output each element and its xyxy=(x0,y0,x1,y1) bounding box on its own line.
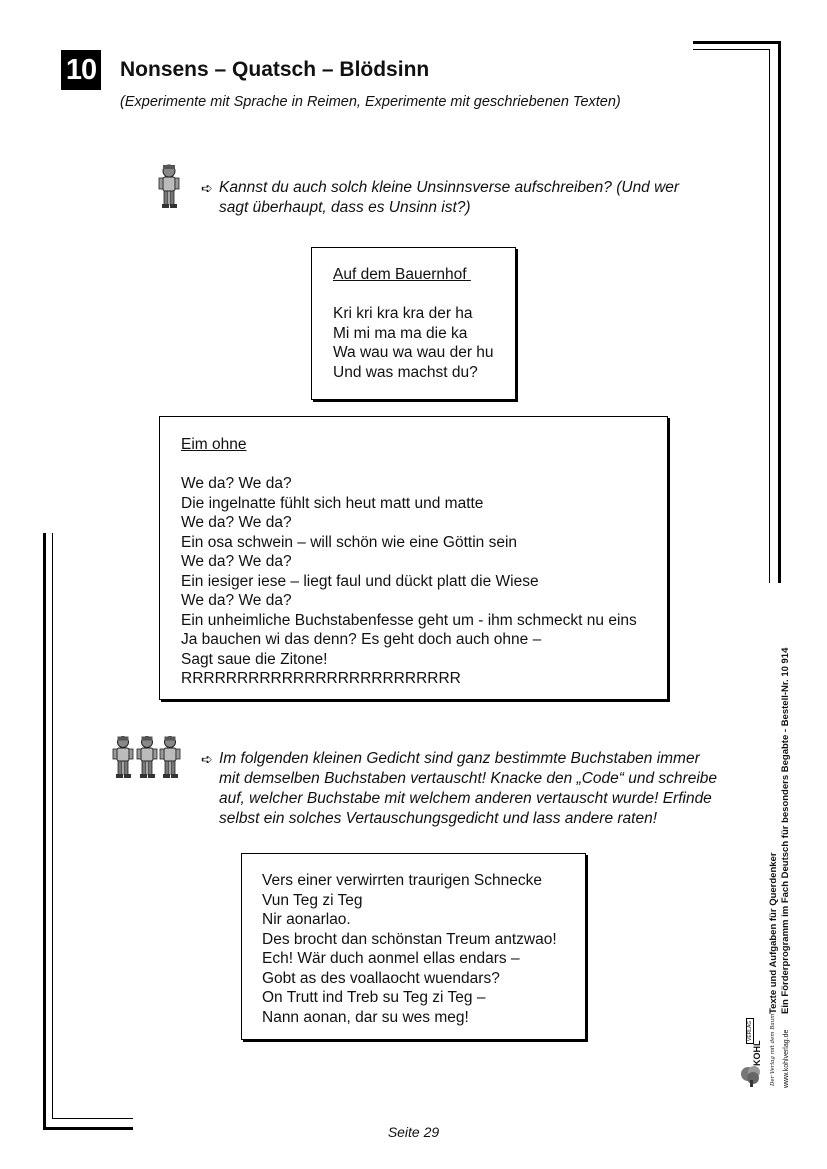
poem-line: Des brocht dan schönstan Treum antzwao! xyxy=(262,930,557,948)
poem-line: Vers einer verwirrten traurigen Schnecke xyxy=(262,872,542,889)
poem-line: We da? We da? xyxy=(181,553,292,570)
task-line: mit demselben Buchstaben vertauscht! Knacke den „Code“ und schreibe xyxy=(219,770,718,787)
task-2-text xyxy=(219,749,717,829)
sidebar-book-title: Texte und Aufgaben für Querdenker xyxy=(768,852,779,1014)
task-line: auf, welcher Buchstabe mit welchem anderen vertauscht wurde! Erfinde xyxy=(219,790,712,807)
poem-line: We da? We da? xyxy=(181,514,292,531)
publisher-website: www.kohlverlag.de xyxy=(783,1029,790,1088)
publisher-name: KOHL xyxy=(752,1040,762,1066)
task-line: Kannst du auch solch kleine Unsinnsverse aufschreiben? (Und wer xyxy=(219,179,680,196)
poem-line: We da? We da? xyxy=(181,592,292,609)
poem-line: Ech! Wär duch aonmel ellas endars – xyxy=(262,950,520,967)
poem-line: Kri kri kra kra der ha xyxy=(333,305,473,322)
poem-line: On Trutt ind Treb su Teg zi Teg – xyxy=(262,989,486,1006)
poem-line: RRRRRRRRRRRRRRRRRRRRRRRRR xyxy=(181,670,461,687)
chapter-number-badge: 10 xyxy=(61,50,101,90)
poem-line: Die ingelnatte fühlt sich heut matt und matte xyxy=(181,494,484,512)
task-1-text xyxy=(219,178,679,218)
sidebar-book-info: Ein Förderprogramm im Fach Deutsch für besonders Begabte - Bestell-Nr. 10 914 xyxy=(780,647,791,1014)
poem-line: Gobt as des voallaocht wuendars? xyxy=(262,969,500,987)
poem-line: Nir aonarlao. xyxy=(262,911,351,928)
poem-line: Ja bauchen wi das denn? Es geht doch auch ohne – xyxy=(181,631,542,648)
poem-line: We da? We da? xyxy=(181,475,292,492)
poem-box-eim-ohne xyxy=(159,416,668,700)
poem-box-schnecke xyxy=(241,853,586,1040)
poem-title: Auf dem Bauernhof xyxy=(333,266,471,283)
page-number: Seite 29 xyxy=(387,1124,440,1140)
poem-line: Ein osa schwein – will schön wie eine Göttin sein xyxy=(181,533,518,551)
page-title: Nonsens – Quatsch – Blödsinn xyxy=(120,58,430,81)
poem-line: Ein unheimliche Buchstabenfesse geht um - ihm schmeckt nu eins xyxy=(181,611,637,629)
poem-line: Vun Teg zi Teg xyxy=(262,891,363,909)
poem-box-bauernhof xyxy=(311,247,516,400)
arrow-right-icon: ➪ xyxy=(201,751,213,767)
task-line: Im folgenden kleinen Gedicht sind ganz bestimmte Buchstaben immer xyxy=(219,750,700,767)
task-line: sagt überhaupt, dass es Unsinn ist?) xyxy=(219,199,471,216)
poem-line: Und was machst du? xyxy=(333,363,478,381)
arrow-right-icon: ➪ xyxy=(201,180,213,196)
poem-line: Wa wau wa wau der hu xyxy=(333,344,494,361)
three-children-figures-icon xyxy=(112,735,182,779)
poem-line: Ein iesiger iese – liegt faul und dückt platt die Wiese xyxy=(181,572,539,590)
poem-line: Nann aonan, dar su wes meg! xyxy=(262,1008,469,1026)
poem-line: Sagt saue die Zitone! xyxy=(181,650,328,668)
task-line: selbst ein solches Vertauschungsgedicht und lass andere raten! xyxy=(219,810,658,827)
poem-title: Eim ohne xyxy=(181,436,247,453)
publisher-badge: VERLAG xyxy=(746,1018,754,1044)
tree-logo-icon xyxy=(739,1064,763,1088)
page-subtitle: (Experimente mit Sprache in Reimen, Experimente mit geschriebenen Texten) xyxy=(120,94,621,110)
publisher-slogan: Der Verlag mit dem Baum xyxy=(770,1013,776,1086)
single-child-figure-icon xyxy=(157,163,181,209)
poem-line: Mi mi ma ma die ka xyxy=(333,324,468,342)
